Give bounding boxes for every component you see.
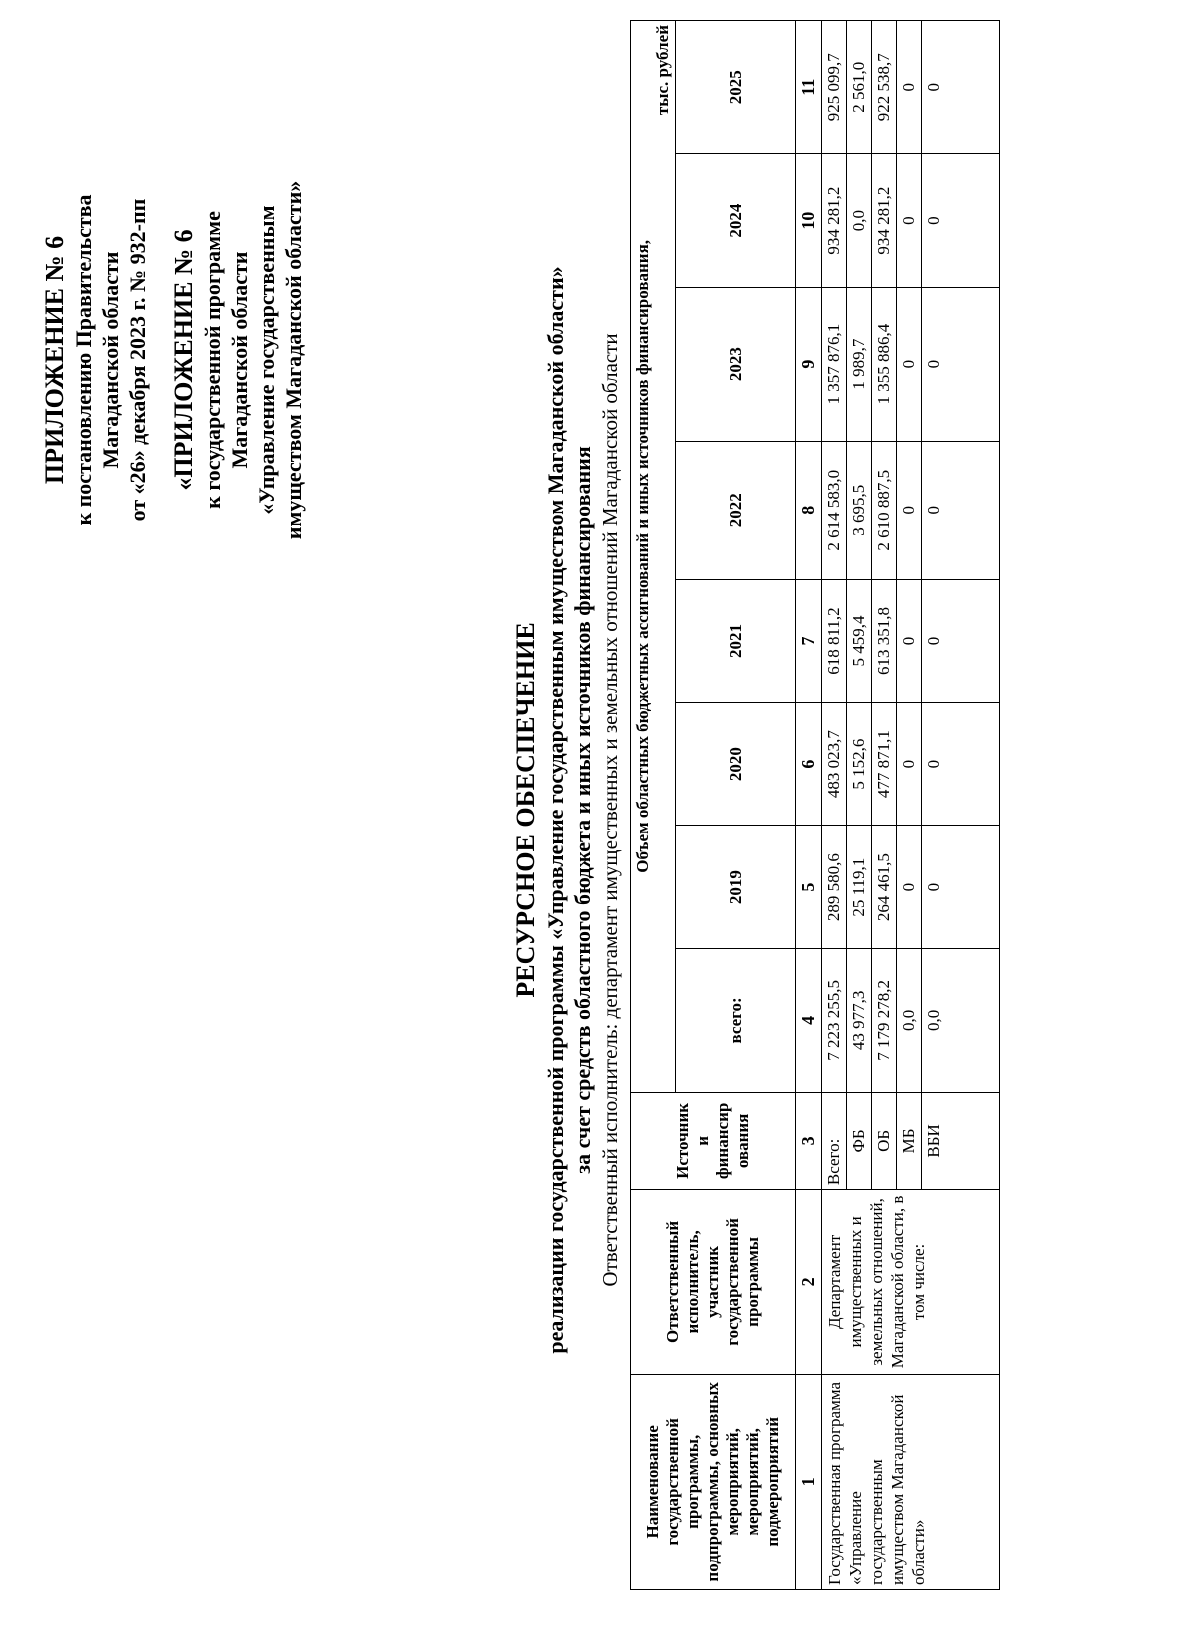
appendix-header (40, 120, 307, 600)
value-cell: 0 (922, 154, 1000, 287)
value-cell: 7 223 255,5 (822, 949, 847, 1093)
value-cell: 0 (897, 826, 922, 949)
program-name-cell: Государственная программа «Управление государственным имуществом Магаданской области» (822, 1374, 1000, 1589)
value-cell: 5 459,4 (847, 580, 872, 703)
program-line: Магаданской области (227, 251, 252, 469)
value-cell: 0 (897, 287, 922, 441)
header-year: 2023 (676, 287, 796, 441)
value-cell: 0,0 (922, 949, 1000, 1093)
program-line: «Управление государственным (254, 205, 279, 515)
column-number: 2 (796, 1190, 822, 1375)
column-number: 10 (796, 154, 822, 287)
document-title: РЕСУРСНОЕ ОБЕСПЕЧЕНИЕ (511, 622, 540, 998)
value-cell: 0 (922, 21, 1000, 154)
value-cell: 289 580,6 (822, 826, 847, 949)
appendix-title: ПРИЛОЖЕНИЕ № 6 (40, 235, 69, 485)
header-year: 2021 (676, 580, 796, 703)
column-number: 7 (796, 580, 822, 703)
value-cell: 922 538,7 (872, 21, 897, 154)
header-year: 2024 (676, 154, 796, 287)
resolution-line: Магаданской области (98, 251, 123, 469)
value-cell: 0 (897, 580, 922, 703)
value-cell: 43 977,3 (847, 949, 872, 1093)
value-cell: 618 811,2 (822, 580, 847, 703)
header-executor: Ответственный исполнитель, участник государственной программы (631, 1190, 796, 1375)
column-number-row (796, 21, 822, 1590)
value-cell: 25 119,1 (847, 826, 872, 949)
header-volume-text: Объем областных бюджетных ассигнований и иных источников финансирования, (633, 239, 652, 873)
value-cell: 0 (897, 21, 922, 154)
appendix-title-quoted: «ПРИЛОЖЕНИЕ № 6 (169, 229, 198, 491)
value-cell: 925 099,7 (822, 21, 847, 154)
value-cell: 0 (922, 580, 1000, 703)
source-cell: Всего: (822, 1092, 847, 1189)
column-number: 5 (796, 826, 822, 949)
value-cell: 613 351,8 (872, 580, 897, 703)
source-cell: ВБИ (922, 1092, 1000, 1189)
header-year: всего: (676, 949, 796, 1093)
value-cell: 934 281,2 (872, 154, 897, 287)
column-number: 11 (796, 21, 822, 154)
value-cell: 0 (922, 287, 1000, 441)
value-cell: 934 281,2 (822, 154, 847, 287)
value-cell: 2 610 887,5 (872, 441, 897, 579)
value-cell: 5 152,6 (847, 703, 872, 826)
value-cell: 1 355 886,4 (872, 287, 897, 441)
value-cell: 483 023,7 (822, 703, 847, 826)
value-cell: 1 357 876,1 (822, 287, 847, 441)
executor-cell: Департамент имущественных и земельных отношений, Магаданской области, в том числе: (822, 1190, 1000, 1375)
column-number: 4 (796, 949, 822, 1093)
column-number: 3 (796, 1092, 822, 1189)
value-cell: 264 461,5 (872, 826, 897, 949)
table-row (822, 21, 847, 1590)
value-cell: 0 (922, 826, 1000, 949)
value-cell: 0 (922, 441, 1000, 579)
document-title-block (510, 30, 624, 1590)
financing-table (630, 20, 1000, 1590)
program-line: имуществом Магаданской области» (281, 180, 306, 540)
document-subtitle: реализации государственной программы «Управление государственным имуществом Магаданской области» (543, 266, 568, 1354)
value-cell: 0,0 (897, 949, 922, 1093)
value-cell: 477 871,1 (872, 703, 897, 826)
column-number: 1 (796, 1374, 822, 1589)
source-cell: МБ (897, 1092, 922, 1189)
header-year: 2020 (676, 703, 796, 826)
document-subtitle: за счет средств областного бюджета и иных источников финансирования (570, 446, 595, 1174)
value-cell: 2 614 583,0 (822, 441, 847, 579)
value-cell: 1 989,7 (847, 287, 872, 441)
value-cell: 2 561,0 (847, 21, 872, 154)
value-cell: 0 (897, 441, 922, 579)
value-cell: 0 (922, 703, 1000, 826)
value-cell: 0 (897, 154, 922, 287)
header-volume (631, 21, 676, 1093)
source-cell: ФБ (847, 1092, 872, 1189)
column-number: 8 (796, 441, 822, 579)
header-year: 2019 (676, 826, 796, 949)
program-line: к государственной программе (200, 211, 225, 509)
header-source: Источник и финансир ования (631, 1092, 796, 1189)
header-units: тыс. рублей (653, 25, 672, 116)
resolution-date: от «26» декабря 2023 г. № 932-пп (125, 198, 150, 522)
resolution-line: к постановлению Правительства (71, 194, 96, 526)
header-year: 2022 (676, 441, 796, 579)
value-cell: 0,0 (847, 154, 872, 287)
value-cell: 3 695,5 (847, 441, 872, 579)
source-cell: ОБ (872, 1092, 897, 1189)
column-number: 9 (796, 287, 822, 441)
column-number: 6 (796, 703, 822, 826)
header-name: Наименование государственной программы, подпрограммы, основных мероприятий, мероприятий, подмероприятий (631, 1374, 796, 1589)
value-cell: 7 179 278,2 (872, 949, 897, 1093)
responsible-executor: Ответственный исполнитель: департамент имущественных и земельных отношений Магаданской области (598, 333, 622, 1287)
header-year: 2025 (676, 21, 796, 154)
value-cell: 0 (897, 703, 922, 826)
